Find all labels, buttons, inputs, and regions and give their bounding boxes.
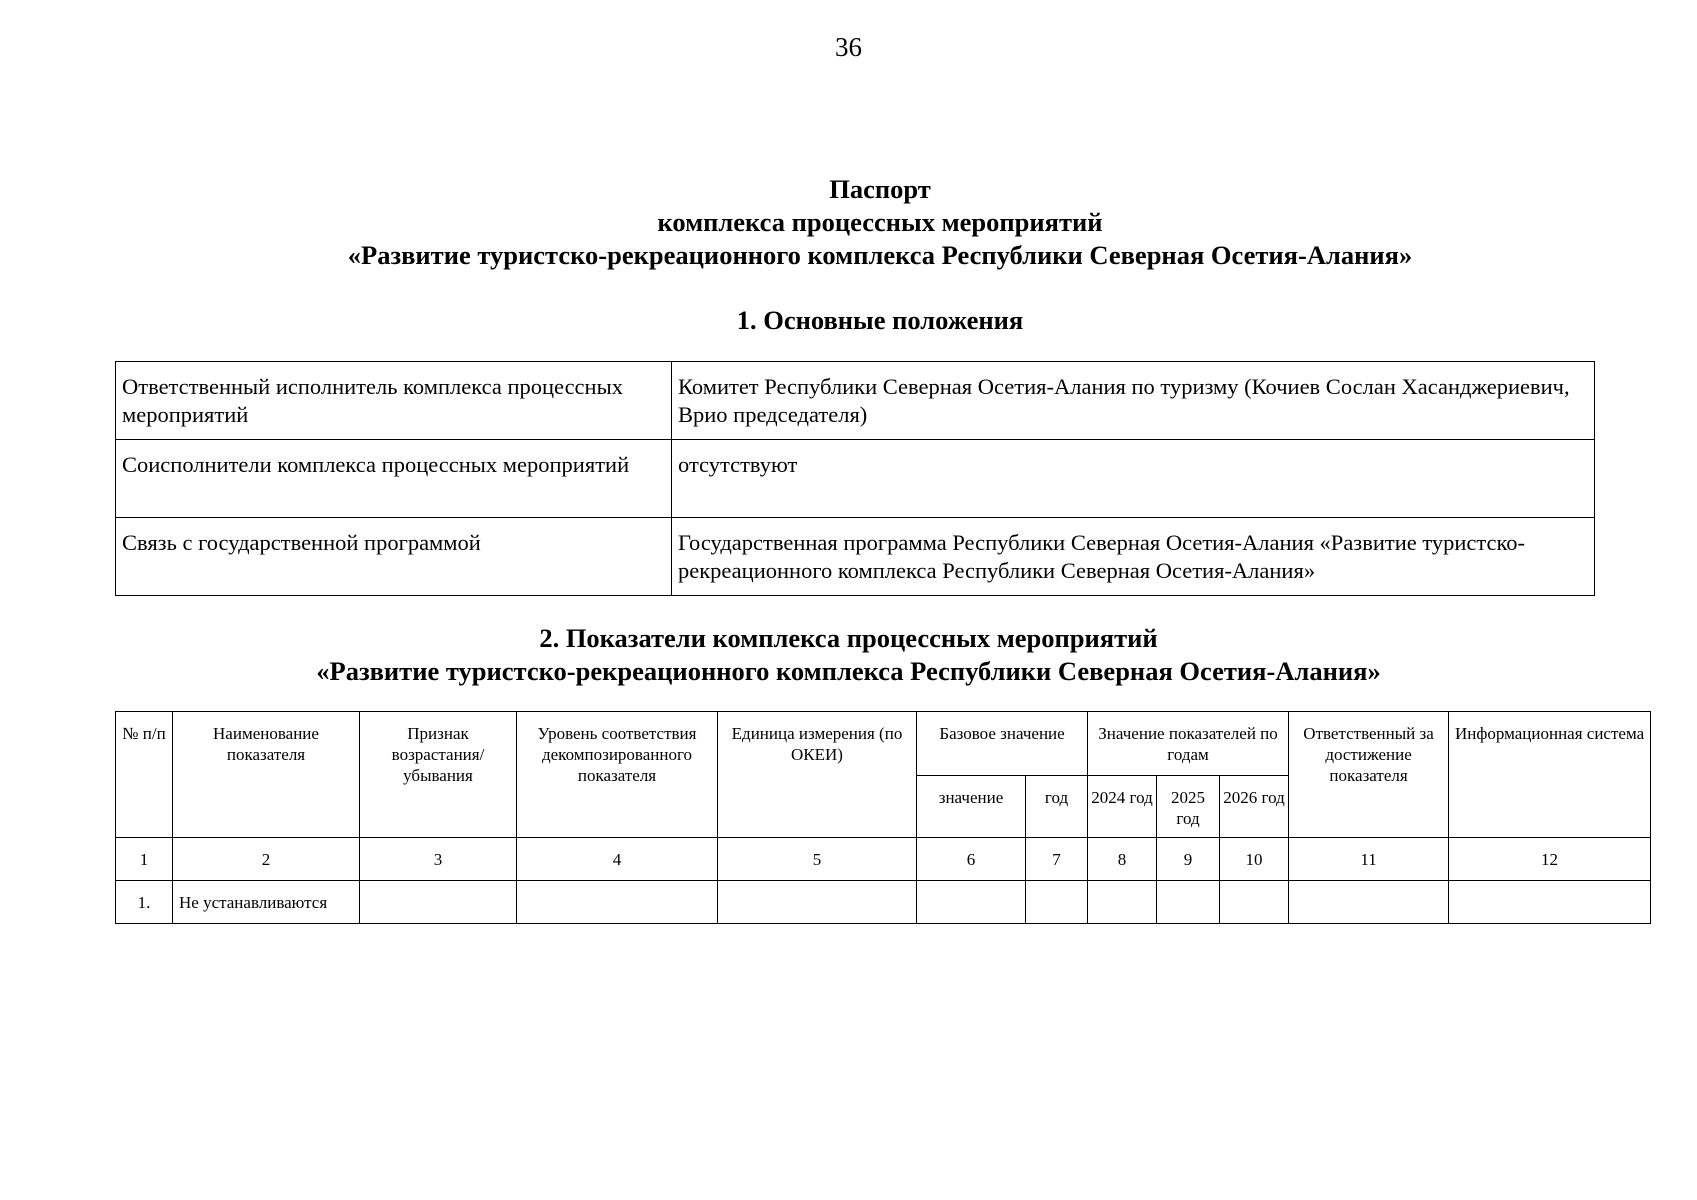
column-number: 2: [173, 838, 360, 881]
section-2-heading: [0, 622, 1697, 688]
provision-label: Ответственный исполнитель комплекса процессных мероприятий: [116, 362, 672, 440]
cell-name: Не устанавливаются: [173, 881, 360, 924]
column-number: 12: [1449, 838, 1651, 881]
table-row: [116, 362, 1595, 440]
column-number: 4: [517, 838, 718, 881]
cell-2025: [1157, 881, 1220, 924]
header-name: Наименование показателя: [173, 712, 360, 838]
header-by-years: Значение показателей по годам: [1088, 712, 1289, 776]
provision-label: Соисполнители комплекса процессных мероприятий: [116, 440, 672, 518]
header-base-year: год: [1026, 776, 1088, 838]
cell-base-value: [917, 881, 1026, 924]
column-number: 11: [1289, 838, 1449, 881]
header-2026: 2026 год: [1220, 776, 1289, 838]
header-unit: Единица измерения (по ОКЕИ): [718, 712, 917, 838]
header-row: [116, 712, 1651, 776]
header-base: Базовое значение: [917, 712, 1088, 776]
provision-value: отсутствуют: [672, 440, 1595, 518]
cell-base-year: [1026, 881, 1088, 924]
column-number: 6: [917, 838, 1026, 881]
cell-unit: [718, 881, 917, 924]
cell-2024: [1088, 881, 1157, 924]
cell-sign: [360, 881, 517, 924]
header-info-system: Информационная система: [1449, 712, 1651, 838]
cell-num: 1.: [116, 881, 173, 924]
section-1-heading: 1. Основные положения: [736, 305, 1024, 335]
header-base-value: значение: [917, 776, 1026, 838]
column-number: 9: [1157, 838, 1220, 881]
table-row: [116, 518, 1595, 596]
header-2024: 2024 год: [1088, 776, 1157, 838]
cell-info-system: [1449, 881, 1651, 924]
header-responsible: Ответственный за достижение показателя: [1289, 712, 1449, 838]
table-row: [116, 881, 1651, 924]
provision-value: Комитет Республики Северная Осетия-Алания по туризму (Кочиев Сослан Хасанджериевич, Врио председателя): [672, 362, 1595, 440]
column-number: 8: [1088, 838, 1157, 881]
column-number: 10: [1220, 838, 1289, 881]
header-num: № п/п: [116, 712, 173, 838]
section-2-heading-line-2: «Развитие туристско-рекреационного комплекса Республики Северная Осетия-Алания»: [316, 656, 1381, 686]
page-number: 36: [835, 32, 862, 62]
cell-responsible: [1289, 881, 1449, 924]
title-line-3: «Развитие туристско-рекреационного комплекса Республики Северная Осетия-Алания»: [347, 240, 1413, 270]
provision-label: Связь с государственной программой: [116, 518, 672, 596]
main-provisions-table: [115, 361, 1595, 596]
column-number: 5: [718, 838, 917, 881]
indicators-table: [115, 711, 1651, 924]
column-number-row: [116, 838, 1651, 881]
document-title: [0, 173, 1697, 272]
header-2025: 2025 год: [1157, 776, 1220, 838]
column-number: 7: [1026, 838, 1088, 881]
title-line-1: Паспорт: [829, 174, 931, 204]
column-number: 1: [116, 838, 173, 881]
provision-value: Государственная программа Республики Северная Осетия-Алания «Развитие туристско-рекреационного комплекса Республики Северная Осетия-Алания»: [672, 518, 1595, 596]
header-level: Уровень соответствия декомпозированного показателя: [517, 712, 718, 838]
header-sign: Признак возрастания/ убывания: [360, 712, 517, 838]
title-line-2: комплекса процессных мероприятий: [657, 207, 1103, 237]
section-2-heading-line-1: 2. Показатели комплекса процессных мероприятий: [539, 623, 1158, 653]
column-number: 3: [360, 838, 517, 881]
table-row: [116, 440, 1595, 518]
cell-2026: [1220, 881, 1289, 924]
cell-level: [517, 881, 718, 924]
